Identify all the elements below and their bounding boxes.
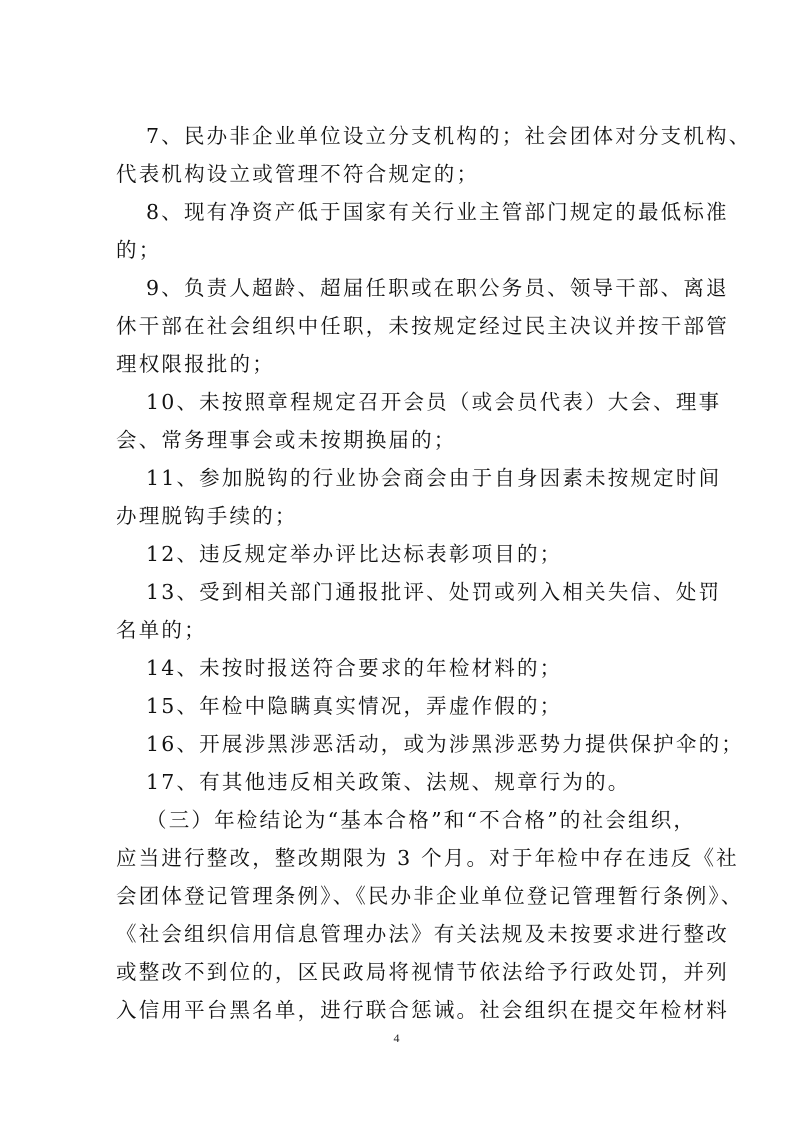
text-line-item-9: 9、负责人超龄、超届任职或在职公务员、领导干部、离退 (146, 276, 729, 300)
text-line-item-16: 16、开展涉黑涉恶活动，或为涉黑涉恶势力提供保护伞的； (146, 732, 744, 756)
page-number: 4 (393, 1031, 400, 1045)
text-line-section-3-cont-5: 入信用平台黑名单，进行联合惩诫。社会组织在提交年检材料 (116, 998, 729, 1022)
text-line-item-8: 8、现有净资产低于国家有关行业主管部门规定的最低标准 (146, 200, 729, 224)
text-line-item-9-cont-1: 休干部在社会组织中任职，未按规定经过民主决议并按干部管 (116, 314, 729, 338)
text-line-item-12: 12、违反规定举办评比达标表彰项目的； (146, 542, 563, 566)
text-line-item-10-cont: 会、常务理事会或未按期换届的； (116, 428, 457, 452)
text-line-item-15: 15、年检中隐瞒真实情况，弄虚作假的； (146, 694, 563, 718)
text-line-item-8-cont: 的； (116, 238, 162, 262)
text-line-item-11: 11、参加脱钩的行业协会商会由于自身因素未按规定时间 (146, 466, 722, 490)
text-line-item-9-cont-2: 理权限报批的； (116, 352, 275, 376)
text-line-section-3-cont-2: 会团体登记管理条例》、《民办非企业单位登记管理暂行条例》、 (116, 884, 744, 908)
text-line-section-3: （三）年检结论为“基本合格”和“不合格”的社会组织， (146, 808, 697, 832)
text-line-section-3-cont-1: 应当进行整改，整改期限为 3 个月。对于年检中存在违反《社 (116, 846, 739, 870)
text-line-section-3-cont-4: 或整改不到位的，区民政局将视情节依法给予行政处罚，并列 (116, 960, 729, 984)
text-line-item-7: 7、民办非企业单位设立分支机构的；社会团体对分支机构、 (146, 124, 752, 148)
text-line-item-13: 13、受到相关部门通报批评、处罚或列入相关失信、处罚 (146, 580, 722, 604)
text-line-item-11-cont: 办理脱钩手续的； (116, 504, 298, 528)
text-line-item-14: 14、未按时报送符合要求的年检材料的； (146, 656, 563, 680)
text-line-item-17: 17、有其他违反相关政策、法规、规章行为的。 (146, 770, 631, 794)
text-line-item-13-cont: 名单的； (116, 618, 207, 642)
text-line-section-3-cont-3: 《社会组织信用信息管理办法》有关法规及未按要求进行整改 (116, 922, 729, 946)
text-line-item-7-cont: 代表机构设立或管理不符合规定的； (116, 162, 480, 186)
text-line-item-10: 10、未按照章程规定召开会员（或会员代表）大会、理事 (146, 390, 722, 414)
